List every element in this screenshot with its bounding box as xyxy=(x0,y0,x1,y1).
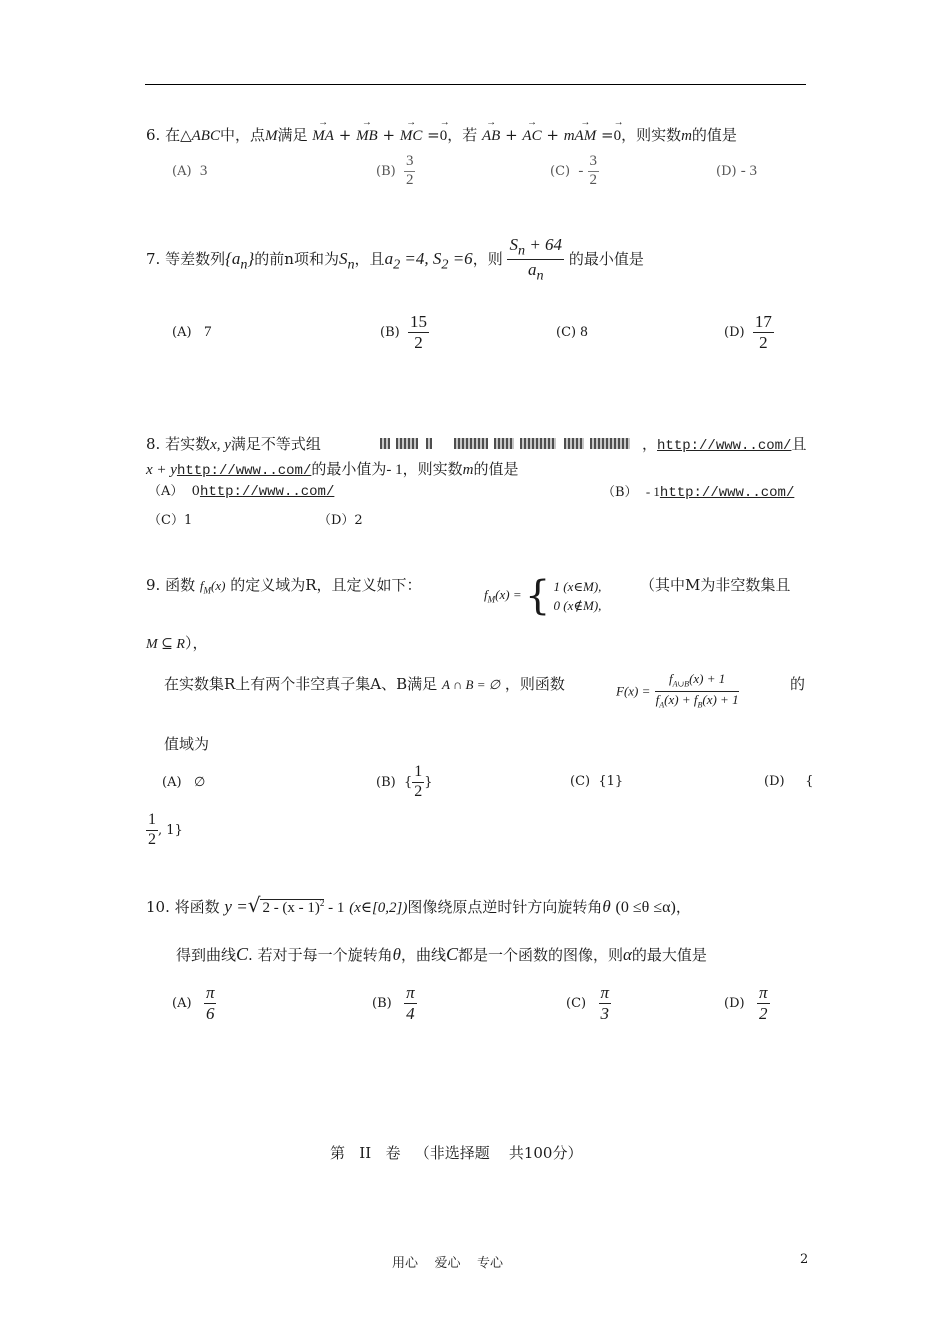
q10-option-a: (A) $\frac{\pi}{6}$ xyxy=(172,983,215,1023)
q9-stem-line4: 值域为 xyxy=(164,735,210,753)
footer-slogan: 用心 爱心 专心 xyxy=(392,1256,504,1271)
q8-link-2[interactable]: http://www..com/ xyxy=(176,463,312,479)
q9-piecewise: $f_M(x)$ = { 1 (x∈M), 0 (x∉M), xyxy=(484,573,602,619)
q6-option-b: (B) $\frac{3}{2}$ xyxy=(376,153,414,188)
q8-stem-right: ，http://www..com/且 xyxy=(642,435,807,454)
q10-option-c: (C) $\frac{\pi}{3}$ xyxy=(566,983,610,1023)
question-6-stem: 6. 在△ABC中，点M满足 → MA + → MB + → MC =→ 0，若 → AB + → AC + m→ AM =→ 0，则实数m的值是 xyxy=(146,128,737,144)
q6-option-a: (A) 3 xyxy=(172,163,208,179)
q9-option-d-cont: $\frac{1}{2}$ , 1} xyxy=(148,811,183,848)
q10-stem-line2: 得到曲线C. 若对于每一个旋转角θ，曲线C都是一个函数的图像，则α的最大值是 xyxy=(176,944,707,964)
q8-option-c: （C）1 xyxy=(148,513,193,528)
q8-stem-line2: x + yhttp://www..com/的最小值为- 1，则实数m的值是 xyxy=(146,460,519,479)
q8-link-4[interactable]: http://www..com/ xyxy=(659,485,795,501)
q9-stem-right: （其中M为非空数集且 xyxy=(640,576,791,594)
q9-option-c: (C) {1} xyxy=(570,774,624,789)
q9-option-d: (D) { xyxy=(764,774,814,789)
q10-option-d: (D) $\frac{\pi}{2}$ xyxy=(724,983,768,1023)
question-7-stem: 7. 等差数列$\{a_n\}$的前n项和为$S_n$，且$a_2 =4$, $S_2 =6$，则 $\frac{S_n + 64}{a_n}$ 的最小值是 xyxy=(146,235,644,284)
q7-option-c: (C) 8 xyxy=(556,324,588,340)
q7-option-a: (A) 7 xyxy=(172,324,212,340)
question-9-stem: 9. 函数 $f_M(x)$ 的定义域为R，且定义如下： xyxy=(146,576,422,596)
q9-option-a: (A) ∅ xyxy=(162,774,206,790)
q8-link-1[interactable]: http://www..com/ xyxy=(657,438,792,454)
q8-link-3[interactable]: http://www..com/ xyxy=(199,484,335,500)
page-number: 2 xyxy=(800,1252,809,1267)
q10-option-b: (B) $\frac{\pi}{4}$ xyxy=(372,983,415,1023)
q9-function-F: F(x) = $\frac{f_{A\cup B}(x) + 1}{f_A(x) + f_B(x) + 1}$ xyxy=(616,671,739,710)
q9-stem-line2: M ⊆ R）， xyxy=(146,634,208,652)
q6-option-c: (C) - $\frac{3}{2}$ xyxy=(550,153,597,188)
q8-option-a: （A） 0http://www..com/ xyxy=(148,484,335,500)
q8-option-b: （B） - 1http://www..com/ xyxy=(602,484,795,501)
q7-option-b: (B) $\frac{15}{2}$ xyxy=(380,312,427,352)
q7-option-d: (D) $\frac{17}{2}$ xyxy=(724,312,772,352)
q8-option-d: （D）2 xyxy=(318,513,363,528)
q9-stem-de: 的 xyxy=(790,675,806,693)
question-8-stem: 8. 若实数x, y满足不等式组 xyxy=(146,435,321,453)
question-10-stem: 10. 将函数 y =√ 2 - (x - 1)$^2$ - 1 (x∈[0,2])图像绕原点逆时针方向旋转角θ (0 ≤θ ≤α)， xyxy=(146,893,691,917)
header-rule xyxy=(145,84,806,85)
section-heading: 第 II 卷 （非选择题 共100分） xyxy=(330,1144,583,1162)
q9-stem-line3: 在实数集R上有两个非空真子集A、B满足 A ∩ B = ∅ ，则函数 xyxy=(164,675,565,693)
inequality-system-image xyxy=(380,436,638,451)
q6-option-d: (D) - 3 xyxy=(716,163,757,179)
q9-option-b: (B) { $\frac{1}{2}$ } xyxy=(376,763,433,800)
